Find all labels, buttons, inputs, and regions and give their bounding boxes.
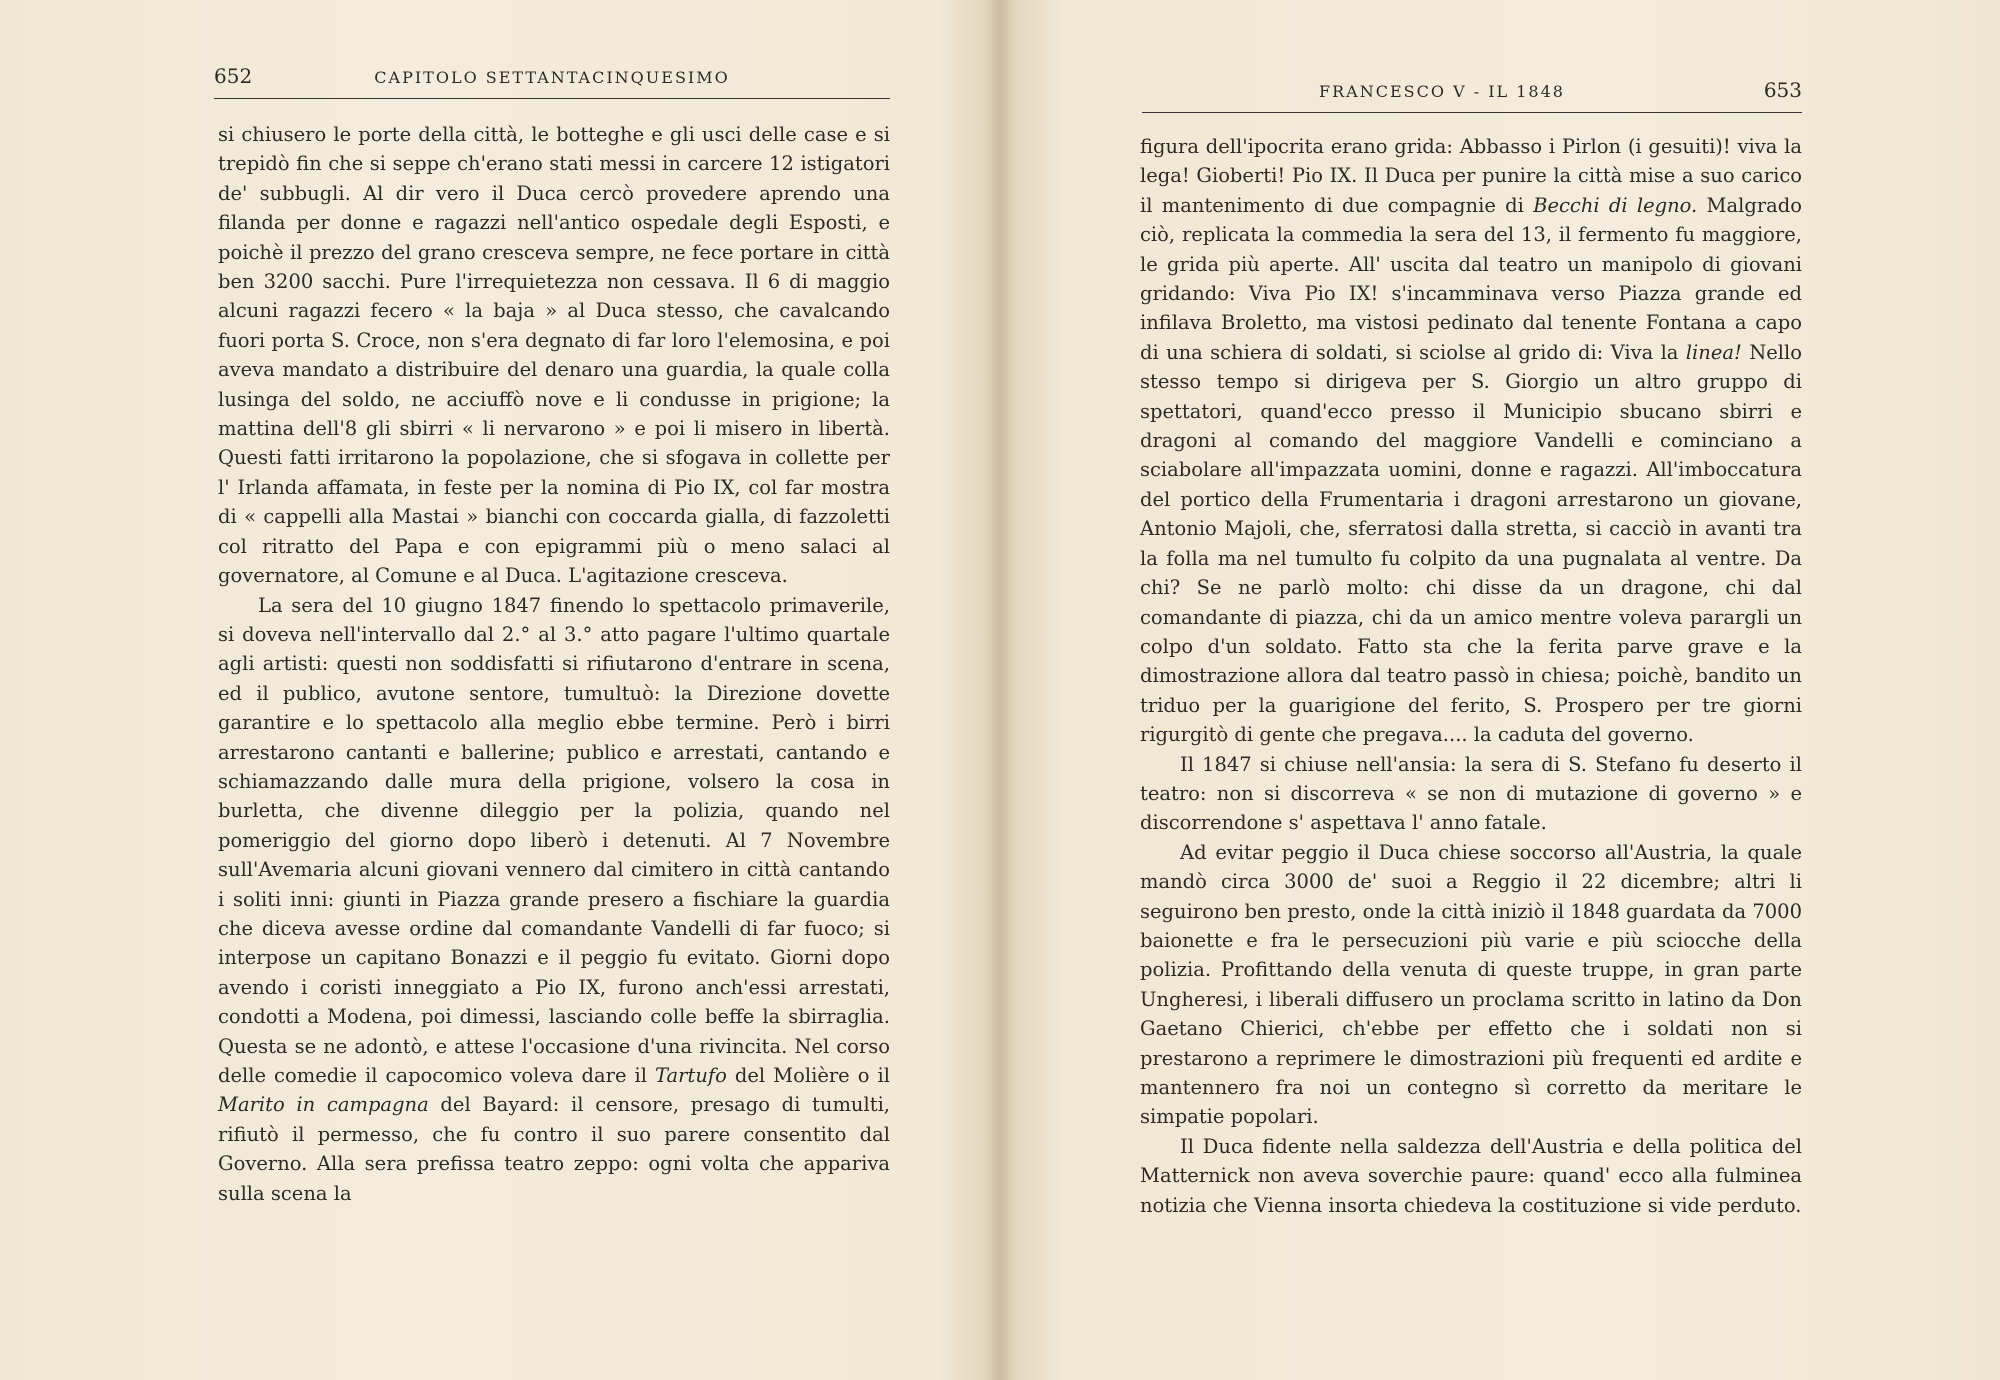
right-paragraph-2: Il 1847 si chiuse nell'ansia: la sera di S. Stefano fu deserto il teatro: non si discorreva « se non di mutazione di governo » e discorrendone s' aspettava l' anno fatale. [1140,752,1802,835]
term-linea: linea! [1685,340,1742,364]
right-paragraph-3: Ad evitar peggio il Duca chiese soccorso all'Austria, la quale mandò circa 3000 de' suoi a Reggio il 22 dicembre; altri li seguirono ben presto, onde la città iniziò il 1848 guardata da 7000 baionette e fra le persecuzioni più varie e più sciocche della polizia. Profittando della venuta di queste truppe, in gran parte Ungheresi, i liberali diffusero un proclama scritto in latino da Don Gaetano Chierici, ch'ebbe per effetto che i soldati non si prestarono a reprimere le dimostrazioni più frequenti ed ardite e mantennero fra noi un contegno sì corretto da meritare le simpatie popolari. [1140,840,1802,1129]
right-paragraph-1 [1140,132,1802,750]
right-running-head [1142,72,1802,113]
title-marito-in-campagna: Marito in campagna [218,1093,429,1117]
right-body-text [1140,132,1802,1220]
left-running-title: CAPITOLO SETTANTACINQUESIMO [374,68,730,87]
left-paragraph-2-mid: del Molière o il [726,1064,890,1087]
left-page-number: 652 [214,64,253,88]
right-running-title: FRANCESCO V - IL 1848 [1319,82,1565,101]
right-paragraph-1-mid: Malgrado ciò, replicata la commedia la sera del 13, il fermento fu maggiore, le grida più aperte. All' uscita dal teatro un manipolo di giovani gridando: Viva Pio IX! s'incamminava verso Piazza grande ed infilava Broletto, ma vistosi pedinato dal tenente Fontana a capo di una schiera di soldati, si sciolse al grido di: Viva la [1140,193,1802,364]
left-body-text [218,120,890,1208]
right-paragraph-1-post: Nello stesso tempo si dirigeva per S. Giorgio un altro gruppo di spettatori, quand'ecco presso il Municipio sbucano sbirri e dragoni al comando del maggiore Vandelli e cominciano a sciabolare all'impazzata uomini, donne e ragazzi. All'imboccatura del portico della Frumentaria i dragoni arrestarono un giovane, Antonio Majoli, che, sferratosi dalla stretta, si cacciò in avanti tra la folla ma nel tumulto fu colpito da una pugnalata al ventre. Da chi? Se ne parlò molto: chi disse da un dragone, chi dal comandante di piazza, chi da un amico mentre voleva parargli un colpo d'un soldato. Fatto sta che la ferita parve grave e la dimostrazione allora dal teatro passò in chiesa; poichè, bandito un triduo per la guarigione del ferito, S. Prospero per tre giorni rigurgitò di gente che pregava.... la caduta del governo. [1140,340,1803,747]
left-running-head [214,58,890,99]
term-becchi-di-legno: Becchi di legno. [1533,193,1698,217]
title-tartufo: Tartufo [655,1064,727,1087]
right-paragraph-1-pre: figura dell'ipocrita erano grida: Abbasso i Pirlon (i gesuiti)! viva la lega! Gioberti! Pio IX. Il Duca per punire la città mise a suo carico il mantenimento di due compagnie di [1140,135,1802,217]
left-paragraph-2-pre: La sera del 10 giugno 1847 finendo lo spettacolo primaverile, si doveva nell'intervallo dal 2.° al 3.° atto pagare l'ultimo quartale agli artisti: questi non soddisfatti si rifiutarono d'entrare in scena, ed il publico, avutone sentore, tumultuò: la Direzione dovette garantire e lo spettacolo alla meglio ebbe termine. Però i birri arrestarono cantanti e ballerine; publico e arrestati, cantando e schiamazzando dalle mura della prigione, volsero la cosa in burletta, che divenne dileggio per la polizia, quando nel pomeriggio del giorno dopo liberò i detenuti. Al 7 Novembre sull'Avemaria alcuni giovani vennero dal cimitero in città cantando i soliti inni: giunti in Piazza grande presero a fischiare la guardia che diceva avesse ordine dal comandante Vandelli di far fuoco; si interpose un capitano Bonazzi e il peggio fu evitato. Giorni dopo avendo i coristi inneggiato a Pio IX, furono anch'essi arrestati, condotti a Modena, poi dimessi, lasciando colle beffe la sbirraglia. Questa se ne adontò, e attese l'occasione d'una rivincita. Nel corso delle comedie il capocomico voleva dare il [218,593,890,1087]
right-page-number: 653 [1763,78,1802,102]
left-paragraph-2-post: del Bayard: il censore, presago di tumulti, rifiutò il permesso, che fu contro il suo parere consentito dal Governo. Alla sera prefissa teatro zeppo: ogni volta che appariva sulla scena la [218,1093,891,1205]
right-paragraph-4: Il Duca fidente nella saldezza dell'Austria e della politica del Matternick non aveva soverchie paure: quand' ecco alla fulminea notizia che Vienna insorta chiedeva la costituzione si vide perduto. [1140,1134,1802,1217]
right-page [1000,0,2000,1380]
left-paragraph-1: si chiusero le porte della città, le botteghe e gli usci delle case e si trepidò fin che si seppe ch'erano stati messi in carcere 12 istigatori de' subbugli. Al dir vero il Duca cercò provedere aprendo una filanda per donne e ragazzi nell'antico ospedale degli Esposti, e poichè il prezzo del grano cresceva sempre, ne fece portare in città ben 3200 sacchi. Pure l'irrequietezza non cessava. Il 6 di maggio alcuni ragazzi fecero « la baja » al Duca stesso, che cavalcando fuori porta S. Croce, non s'era degnato di far loro l'elemosina, e poi aveva mandato a distribuire del denaro una guardia, la quale colla lusinga del soldo, ne acciuffò nove e li condusse in prigione; la mattina dell'8 gli sbirri « li nervarono » e poi li misero in libertà. Questi fatti irritarono la popolazione, che si sfogava in collette per l' Irlanda affamata, in feste per la nomina di Pio IX, col far mostra di « cappelli alla Mastai » bianchi con coccarda gialla, di fazzoletti col ritratto del Papa e con epigrammi più o meno salaci al governatore, al Comune e al Duca. L'agitazione cresceva. [218,123,890,588]
left-paragraph-2 [218,591,890,1209]
